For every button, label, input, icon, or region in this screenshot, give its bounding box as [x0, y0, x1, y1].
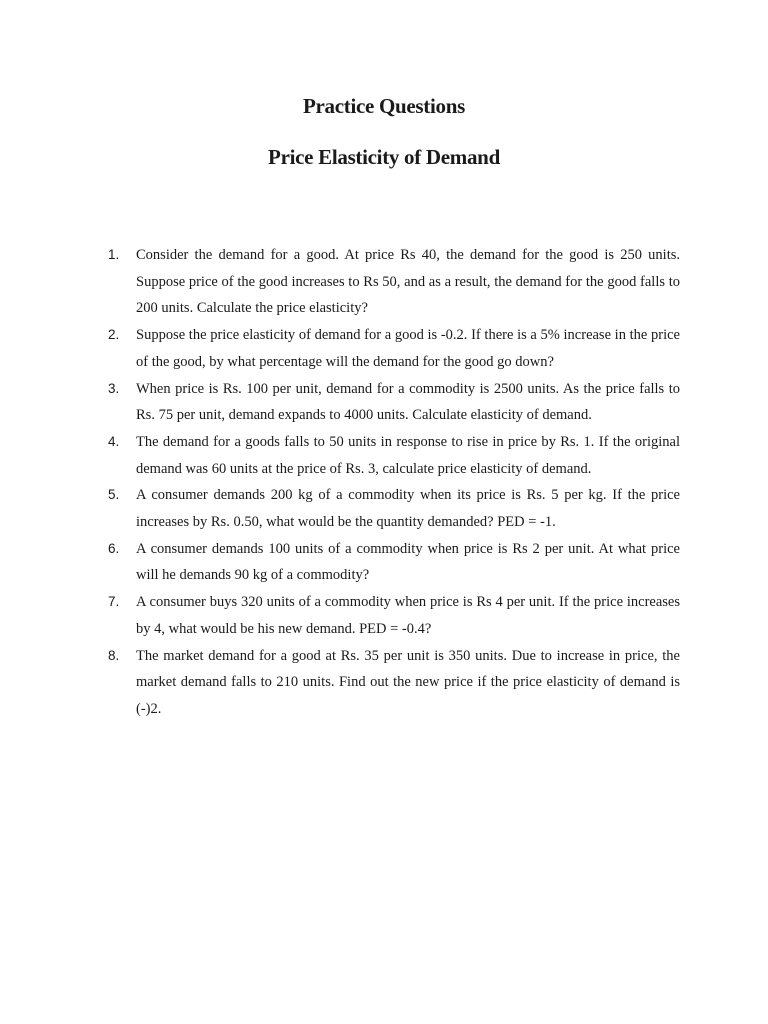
- question-item-8: [108, 643, 680, 723]
- question-item-7: [108, 589, 680, 642]
- question-list: [108, 242, 680, 723]
- question-number: 4.: [108, 433, 120, 449]
- question-text: A consumer demands 200 kg of a commodity when its price is Rs. 5 per kg. If the price increases by Rs. 0.50, what would be the quantity demanded? PED = -1.: [136, 487, 680, 531]
- question-text: A consumer buys 320 units of a commodity when price is Rs 4 per unit. If the price increases by 4, what would be his new demand. PED = -0.4?: [136, 594, 680, 637]
- question-text: When price is Rs. 100 per unit, demand for a commodity is 2500 units. As the price falls to Rs. 75 per unit, demand expands to 4000 units. Calculate elasticity of demand.: [136, 380, 680, 424]
- question-item-6: [108, 536, 680, 589]
- page-subtitle: Price Elasticity of Demand: [268, 145, 500, 169]
- question-number: 7.: [108, 594, 120, 610]
- question-number: 6.: [108, 540, 120, 556]
- question-number: 1.: [108, 247, 120, 262]
- question-text: The market demand for a good at Rs. 35 per unit is 350 units. Due to increase in price, the market demand falls to 210 units. Find out the new price if the price elasticity of demand is (-)2.: [136, 647, 680, 717]
- question-item-3: [108, 376, 680, 429]
- question-text: Suppose the price elasticity of demand for a good is -0.2. If there is a 5% increase in the price of the good, by what percentage will the demand for the good go down?: [136, 327, 680, 370]
- question-number: 5.: [108, 487, 120, 503]
- question-item-2: [108, 322, 680, 375]
- question-text: A consumer demands 100 units of a commodity when price is Rs 2 per unit. At what price will he demands 90 kg of a commodity?: [136, 540, 680, 584]
- question-item-1: [108, 242, 680, 322]
- question-text: The demand for a goods falls to 50 units in response to rise in price by Rs. 1. If the original demand was 60 units at the price of Rs. 3, calculate price elasticity of demand.: [136, 433, 680, 477]
- question-item-4: [108, 429, 680, 482]
- question-number: 2.: [108, 327, 120, 343]
- question-number: 3.: [108, 380, 120, 396]
- question-text: Consider the demand for a good. At price Rs 40, the demand for the good is 250 units. Suppose price of the good increases to Rs 50, and as a result, the demand for the good falls to 200 units. Calculate the price elasticity?: [136, 247, 680, 317]
- question-number: 8.: [108, 647, 120, 663]
- question-item-5: [108, 482, 680, 535]
- page-title: Practice Questions: [303, 94, 465, 118]
